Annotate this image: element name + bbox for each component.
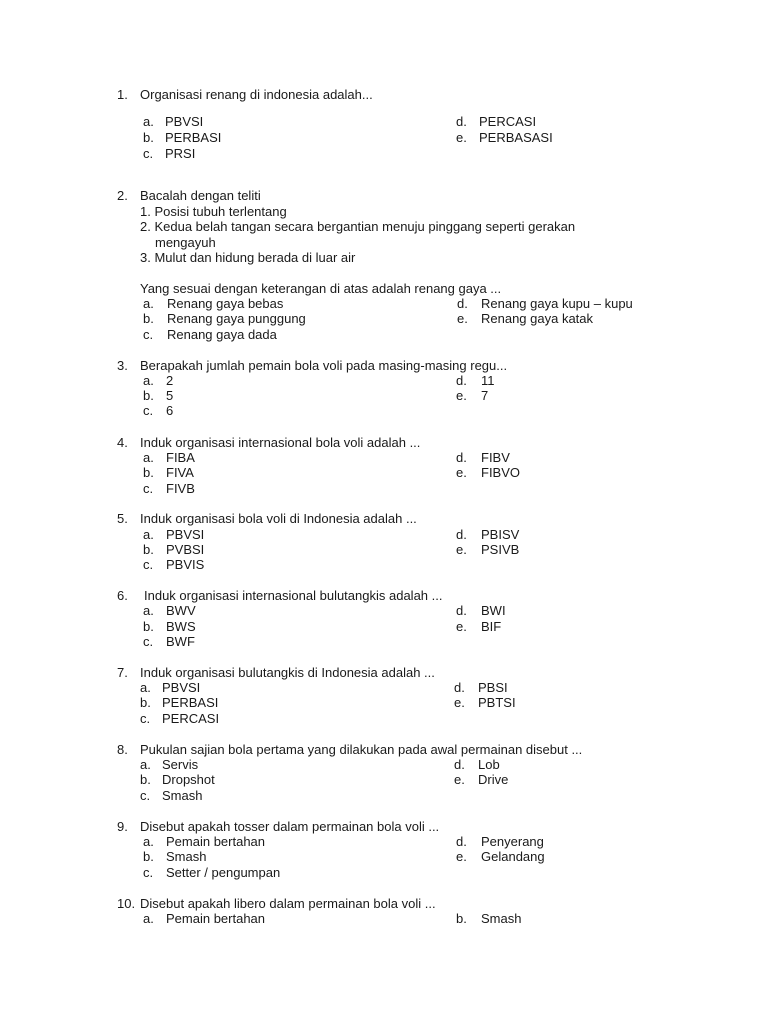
option-letter: c. bbox=[140, 788, 151, 803]
option-letter: c. bbox=[143, 634, 154, 649]
option-text: PBTSI bbox=[478, 695, 516, 710]
option-text: Servis bbox=[162, 757, 199, 772]
option-letter: a. bbox=[140, 680, 151, 695]
option-text: FIVB bbox=[166, 481, 195, 496]
option-text: Gelandang bbox=[481, 849, 545, 864]
question-number: 4. bbox=[117, 435, 128, 450]
option-text: BWF bbox=[166, 634, 195, 649]
option-letter: b. bbox=[143, 130, 154, 145]
option-letter: a. bbox=[143, 450, 154, 465]
option-letter: b. bbox=[143, 619, 154, 634]
question-statement: 3. Mulut dan hidung berada di luar air bbox=[140, 250, 356, 265]
option-text: Renang gaya kupu – kupu bbox=[481, 296, 633, 311]
option-letter: d. bbox=[456, 834, 467, 849]
option-letter: a. bbox=[140, 757, 151, 772]
option-text: PERCASI bbox=[479, 114, 537, 129]
option-letter: a. bbox=[143, 296, 154, 311]
option-text: FIBA bbox=[166, 450, 195, 465]
option-letter: e. bbox=[454, 772, 465, 787]
question-text: Disebut apakah tosser dalam permainan bola voli ... bbox=[140, 819, 440, 834]
question-number: 5. bbox=[117, 511, 128, 526]
question-statement: 1. Posisi tubuh terlentang bbox=[140, 204, 287, 219]
option-text: 2 bbox=[166, 373, 174, 388]
question-text: Berapakah jumlah pemain bola voli pada masing-masing regu... bbox=[140, 358, 508, 373]
option-letter: e. bbox=[456, 465, 467, 480]
question-statement: mengayuh bbox=[155, 235, 216, 250]
question-text: Disebut apakah libero dalam permainan bola voli ... bbox=[140, 896, 436, 911]
question-statement: 2. Kedua belah tangan secara bergantian menuju pinggang seperti gerakan bbox=[140, 219, 576, 234]
option-letter: d. bbox=[454, 757, 465, 772]
option-letter: d. bbox=[456, 373, 467, 388]
option-text: 7 bbox=[481, 388, 489, 403]
option-letter: c. bbox=[143, 481, 154, 496]
option-text: PBVSI bbox=[162, 680, 201, 695]
option-letter: b. bbox=[143, 311, 154, 326]
option-text: PVBSI bbox=[166, 542, 205, 557]
option-letter: e. bbox=[456, 849, 467, 864]
option-letter: c. bbox=[143, 403, 154, 418]
option-letter: a. bbox=[143, 527, 154, 542]
option-letter: e. bbox=[454, 695, 465, 710]
question-text: Induk organisasi internasional bola voli adalah ... bbox=[140, 435, 421, 450]
question-number: 3. bbox=[117, 358, 128, 373]
option-text: Smash bbox=[162, 788, 203, 803]
option-text: FIBV bbox=[481, 450, 510, 465]
question-text: Pukulan sajian bola pertama yang dilakukan pada awal permainan disebut ... bbox=[140, 742, 583, 757]
option-text: Pemain bertahan bbox=[166, 911, 266, 926]
option-text: 11 bbox=[481, 373, 495, 388]
option-letter: a. bbox=[143, 834, 154, 849]
option-text: Smash bbox=[166, 849, 207, 864]
option-text: Lob bbox=[478, 757, 500, 772]
question-text: Induk organisasi bulutangkis di Indonesia adalah ... bbox=[140, 665, 435, 680]
option-letter: b. bbox=[143, 465, 154, 480]
option-text: PSIVB bbox=[481, 542, 520, 557]
option-letter: e. bbox=[456, 130, 467, 145]
option-letter: b. bbox=[140, 695, 151, 710]
option-text: Renang gaya punggung bbox=[167, 311, 306, 326]
option-letter: d. bbox=[457, 296, 468, 311]
option-letter: c. bbox=[143, 146, 154, 161]
option-letter: d. bbox=[456, 603, 467, 618]
option-letter: a. bbox=[143, 373, 154, 388]
option-letter: b. bbox=[143, 849, 154, 864]
option-text: FIVA bbox=[166, 465, 194, 480]
option-text: BWI bbox=[481, 603, 506, 618]
option-text: PBVSI bbox=[165, 114, 204, 129]
question-number: 6. bbox=[117, 588, 128, 603]
option-text: BIF bbox=[481, 619, 502, 634]
option-text: FIBVO bbox=[481, 465, 521, 480]
option-letter: b. bbox=[143, 388, 154, 403]
question-text: Bacalah dengan teliti bbox=[140, 188, 261, 203]
question-stem: Yang sesuai dengan keterangan di atas adalah renang gaya ... bbox=[140, 281, 502, 296]
option-text: PRSI bbox=[165, 146, 196, 161]
option-text: Smash bbox=[481, 911, 522, 926]
option-letter: c. bbox=[140, 711, 151, 726]
option-text: Penyerang bbox=[481, 834, 544, 849]
option-text: 6 bbox=[166, 403, 174, 418]
option-text: Drive bbox=[478, 772, 509, 787]
question-number: 1. bbox=[117, 87, 128, 102]
question-text: Induk organisasi bola voli di Indonesia adalah ... bbox=[140, 511, 417, 526]
option-letter: a. bbox=[143, 911, 154, 926]
option-letter: d. bbox=[456, 527, 467, 542]
option-text: PERCASI bbox=[162, 711, 220, 726]
question-number: 2. bbox=[117, 188, 128, 203]
option-letter: d. bbox=[456, 114, 467, 129]
option-letter: c. bbox=[143, 865, 154, 880]
question-text: Organisasi renang di indonesia adalah... bbox=[140, 87, 373, 102]
question-number: 10. bbox=[117, 896, 136, 911]
option-text: PBSI bbox=[478, 680, 508, 695]
option-letter: d. bbox=[456, 450, 467, 465]
option-letter: c. bbox=[143, 327, 154, 342]
question-number: 7. bbox=[117, 665, 128, 680]
option-text: PERBASI bbox=[162, 695, 219, 710]
option-text: Renang gaya katak bbox=[481, 311, 594, 326]
option-text: Dropshot bbox=[162, 772, 215, 787]
option-text: Pemain bertahan bbox=[166, 834, 266, 849]
option-letter: e. bbox=[456, 388, 467, 403]
option-text: BWS bbox=[166, 619, 196, 634]
option-letter: e. bbox=[457, 311, 468, 326]
option-letter: e. bbox=[456, 619, 467, 634]
option-letter: b. bbox=[456, 911, 467, 926]
option-letter: a. bbox=[143, 114, 154, 129]
option-text: Renang gaya dada bbox=[167, 327, 277, 342]
option-text: PBVSI bbox=[166, 527, 205, 542]
option-text: Renang gaya bebas bbox=[167, 296, 284, 311]
option-text: PBVIS bbox=[166, 557, 205, 572]
option-text: Setter / pengumpan bbox=[166, 865, 281, 880]
option-text: PBISV bbox=[481, 527, 520, 542]
option-letter: e. bbox=[456, 542, 467, 557]
option-text: PERBASASI bbox=[479, 130, 553, 145]
question-number: 8. bbox=[117, 742, 128, 757]
option-text: PERBASI bbox=[165, 130, 222, 145]
option-letter: a. bbox=[143, 603, 154, 618]
question-text: Induk organisasi internasional bulutangkis adalah ... bbox=[144, 588, 443, 603]
option-text: 5 bbox=[166, 388, 174, 403]
option-letter: d. bbox=[454, 680, 465, 695]
option-letter: c. bbox=[143, 557, 154, 572]
option-text: BWV bbox=[166, 603, 196, 618]
question-number: 9. bbox=[117, 819, 128, 834]
option-letter: b. bbox=[140, 772, 151, 787]
option-letter: b. bbox=[143, 542, 154, 557]
